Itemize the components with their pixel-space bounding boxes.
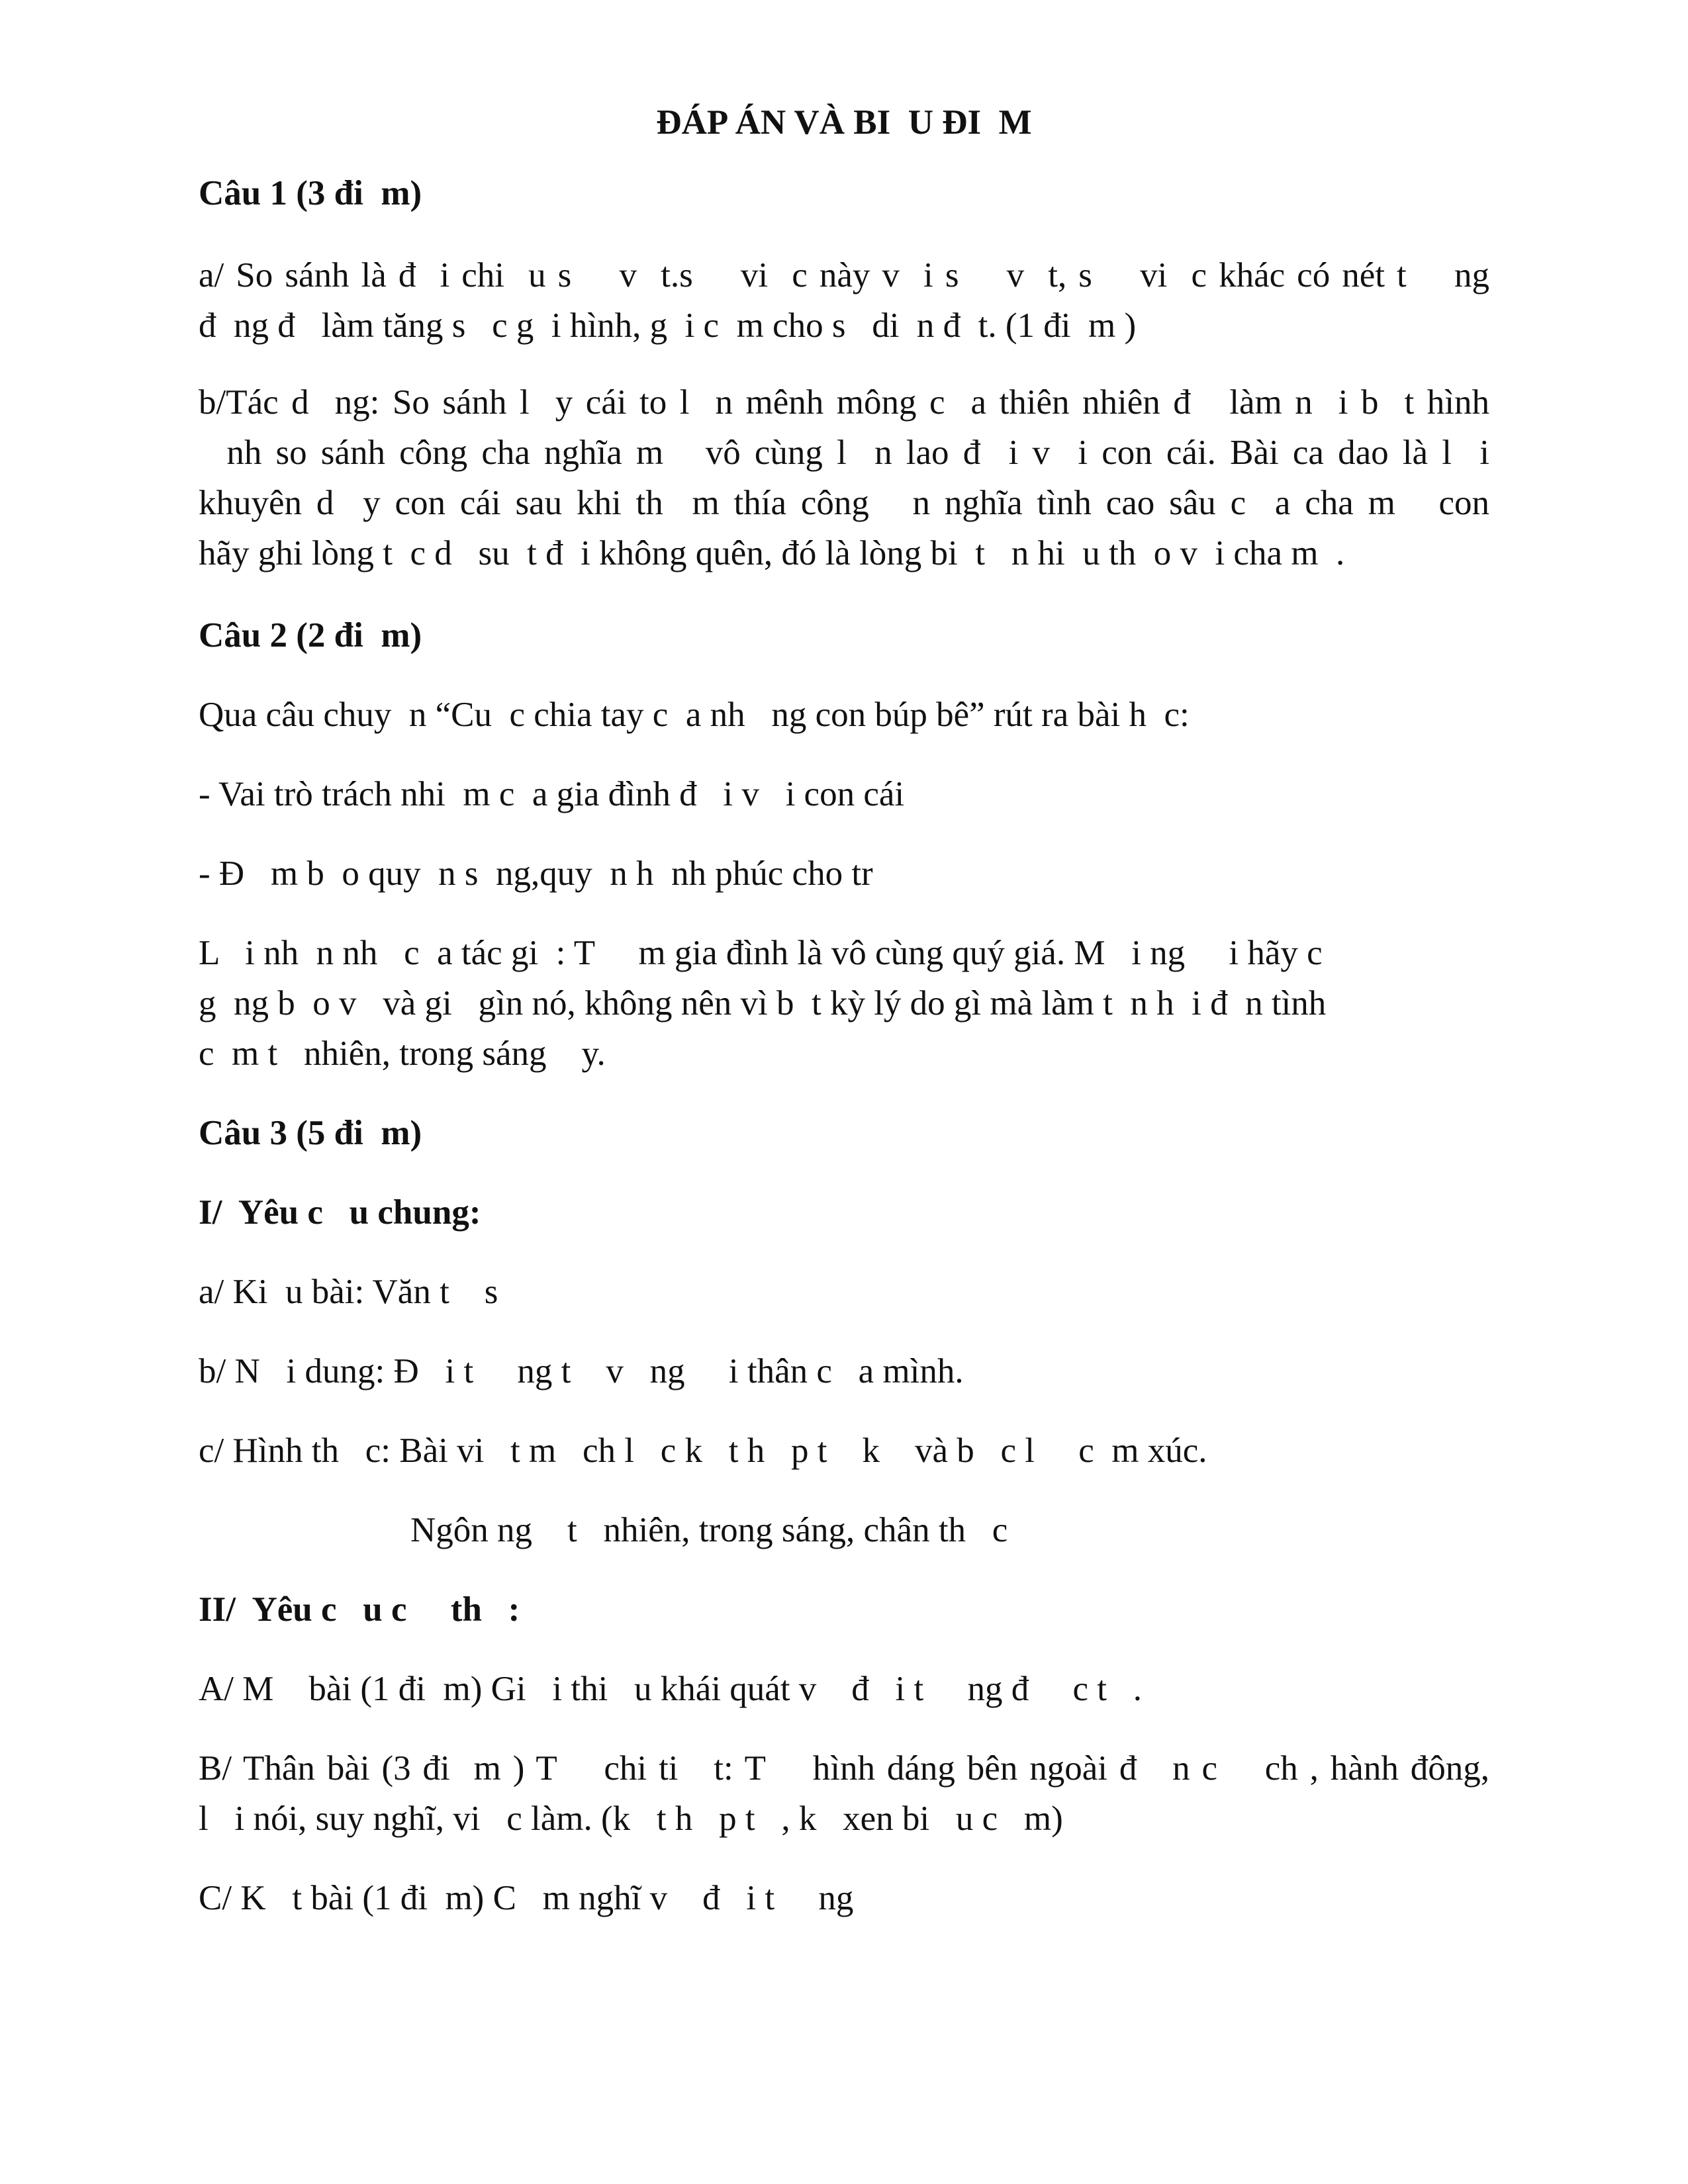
specific-requirements-heading: II/ Yêu c u c th : <box>199 1590 520 1629</box>
question-2-message-line-1: L i nh n nh c a tác gi : T m gia đình là vô cùng quý giá. M i ng i hãy c <box>199 934 1323 972</box>
question-3-heading: Câu 3 (5 đi m) <box>199 1114 422 1152</box>
question-1a-line-2: đ ng đ làm tăng s c g i hình, g i c m cho s di n đ t. (1 đi m ) <box>199 306 1137 345</box>
question-1b-line-1: b/Tác d ng: So sánh l y cái to l n mênh mông c a thiên nhiên đ làm n i b t hình <box>199 383 1489 422</box>
question-2-message-line-3: c m t nhiên, trong sáng y. <box>199 1034 606 1073</box>
question-2-heading: Câu 2 (2 đi m) <box>199 616 422 655</box>
question-1a-line-1: a/ So sánh là đ i chi u s v t.s vi c này v i s v t, s vi c khác có nét t ng <box>199 256 1489 295</box>
essay-language: Ngôn ng t nhiên, trong sáng, chân th c <box>410 1511 1008 1549</box>
body-requirement-line-1: B/ Thân bài (3 đi m ) T chi ti t: T hình dáng bên ngoài đ n c ch , hành đông, <box>199 1749 1489 1788</box>
question-2-bullet-1: - Vai trò trách nhi m c a gia đình đ i v i con cái <box>199 775 905 813</box>
question-2-message-line-2: g ng b o v và gi gìn nó, không nên vì b t kỳ lý do gì mà làm t n h i đ n tình <box>199 984 1327 1023</box>
question-1b-line-3: khuyên d y con cái sau khi th m thía công n nghĩa tình cao sâu c a cha m con <box>199 484 1489 522</box>
conclusion-requirement: C/ K t bài (1 đi m) C m nghĩ v đ i t ng <box>199 1879 854 1917</box>
general-requirements-heading: I/ Yêu c u chung: <box>199 1193 481 1232</box>
question-1b-line-4: hãy ghi lòng t c d su t đ i không quên, đó là lòng bi t n hi u th o v i cha m . <box>199 534 1345 572</box>
essay-type: a/ Ki u bài: Văn t s <box>199 1273 498 1311</box>
question-1-heading: Câu 1 (3 đi m) <box>199 174 422 212</box>
question-2-intro: Qua câu chuy n “Cu c chia tay c a nh ng con búp bê” rút ra bài h c: <box>199 696 1190 734</box>
body-requirement-line-2: l i nói, suy nghĩ, vi c làm. (k t h p t , k xen bi u c m) <box>199 1799 1063 1838</box>
essay-content: b/ N i dung: Đ i t ng t v ng i thân c a mình. <box>199 1352 964 1390</box>
page-title: ĐÁP ÁN VÀ BI U ĐI M <box>656 103 1032 142</box>
introduction-requirement: A/ M bài (1 đi m) Gi i thi u khái quát v đ i t ng đ c t . <box>199 1670 1142 1708</box>
question-1b-line-2: nh so sánh công cha nghĩa m vô cùng l n lao đ i v i con cái. Bài ca dao là l i <box>199 433 1489 472</box>
question-2-bullet-2: - Đ m b o quy n s ng,quy n h nh phúc cho tr <box>199 854 873 893</box>
essay-form: c/ Hình th c: Bài vi t m ch l c k t h p t k và b c l c m xúc. <box>199 1432 1207 1470</box>
